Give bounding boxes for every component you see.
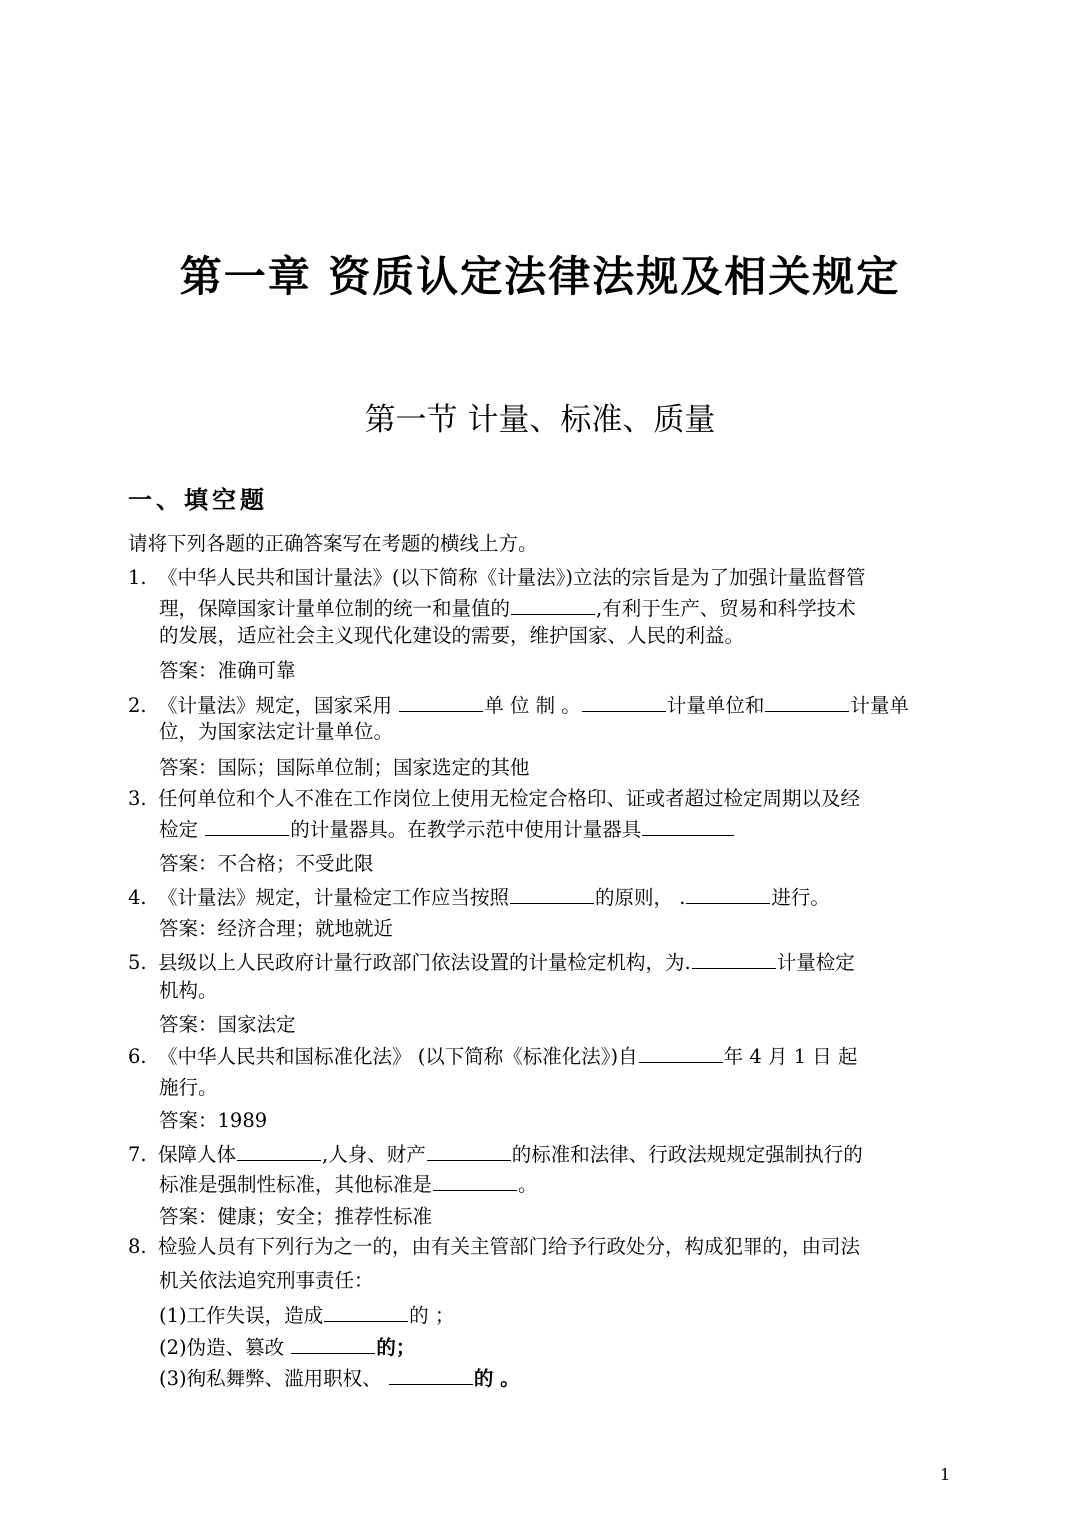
question-1-line-1 (128, 565, 865, 591)
question-text: 县级以上人民政府计量行政部门依法设置的计量检定机构，为. (158, 951, 691, 974)
answer-blank[interactable] (427, 1140, 511, 1161)
question-text: 的原则， . (595, 886, 686, 909)
answer-blank[interactable] (692, 948, 776, 969)
answer-blank[interactable] (686, 883, 770, 904)
answer-blank[interactable] (511, 594, 595, 615)
answer-blank[interactable] (389, 1364, 473, 1385)
question-number: 4. (128, 886, 147, 909)
question-8-item-3 (159, 1364, 520, 1392)
answer-blank[interactable] (639, 1042, 723, 1063)
chapter-title: 第一章 资质认定法律法规及相关规定 (179, 252, 901, 301)
question-number: 6. (128, 1045, 147, 1068)
question-number: 3. (128, 787, 147, 810)
answer-blank[interactable] (765, 691, 849, 712)
question-text: 的 。 (473, 1367, 520, 1390)
question-text: 标准是强制性标准，其他标准是 (159, 1173, 433, 1196)
answer-blank[interactable] (642, 815, 734, 836)
question-6-line-1 (128, 1042, 857, 1070)
question-text: 计量单位和 (666, 694, 765, 717)
answer-blank[interactable] (582, 691, 666, 712)
question-8-item-2 (159, 1333, 415, 1361)
question-text: 《计量法》规定，计量检定工作应当按照 (158, 886, 510, 909)
question-text: 的 ； (409, 1304, 455, 1327)
question-number: 1. (128, 566, 147, 589)
question-7-line-2 (159, 1170, 538, 1198)
answer-blank[interactable] (291, 1333, 375, 1354)
answer-blank[interactable] (205, 815, 289, 836)
question-number: 5. (128, 951, 147, 974)
answer-blank[interactable] (433, 1170, 517, 1191)
question-text: 保障人体 (158, 1143, 237, 1166)
question-text: 任何单位和个人不准在工作岗位上使用无检定合格印、证或者超过检定周期以及经 (158, 787, 861, 810)
question-8-line-2: 机关依法追究刑事责任： (159, 1269, 374, 1292)
question-1-answer: 答案：准确可靠 (159, 659, 296, 682)
question-2-answer: 答案：国际；国际单位制；国家选定的其他 (159, 756, 530, 779)
question-text: 单 位 制 。 (484, 694, 581, 717)
question-6-line-2: 施行。 (159, 1076, 218, 1099)
question-number: 7. (128, 1143, 147, 1166)
question-text: 理，保障国家计量单位制的统一和量值的 (159, 597, 511, 620)
question-text: ,人身、财产 (322, 1143, 426, 1166)
question-text: 检验人员有下列行为之一的，由有关主管部门给予行政处分，构成犯罪的，由司法 (158, 1235, 861, 1258)
question-7-line-1 (128, 1140, 863, 1168)
part-title: 一、填空题 (128, 485, 268, 514)
question-text: 的计量器具。在教学示范中使用计量器具 (290, 818, 642, 841)
question-6-answer: 答案：1989 (159, 1109, 268, 1132)
section-title: 第一节 计量、标准、质量 (364, 402, 716, 438)
question-7-answer: 答案：健康；安全；推荐性标准 (159, 1205, 433, 1228)
question-text: (2)伪造、篡改 (159, 1336, 291, 1359)
question-text: 计量检定 (776, 951, 855, 974)
question-text: 。 (518, 1173, 538, 1196)
question-5-answer: 答案：国家法定 (159, 1013, 296, 1036)
question-2-line-2: 位，为国家法定计量单位。 (159, 720, 394, 743)
question-text: 《中华人民共和国标准化法》 (以下简称《标准化法》)自 (158, 1045, 638, 1068)
answer-blank[interactable] (324, 1301, 408, 1322)
question-text: (3)徇私舞弊、滥用职权、 (159, 1367, 388, 1390)
question-number: 8. (128, 1235, 147, 1258)
question-text: 《计量法》规定，国家采用 (158, 694, 399, 717)
question-4-line-1 (128, 883, 830, 911)
question-3-line-1 (128, 786, 860, 812)
question-5-line-2: 机构。 (159, 979, 218, 1002)
instruction: 请将下列各题的正确答案写在考题的横线上方。 (128, 532, 538, 555)
question-text: 进行。 (771, 886, 830, 909)
answer-blank[interactable] (399, 691, 483, 712)
question-4-answer: 答案：经济合理；就地就近 (159, 917, 394, 940)
question-number: 2. (128, 694, 147, 717)
question-text: 《中华人民共和国计量法》(以下简称《计量法》)立法的宗旨是为了加强计量监督管 (158, 566, 866, 589)
question-5-line-1 (128, 948, 855, 976)
question-text: 的； (376, 1336, 416, 1359)
question-3-line-2 (159, 815, 735, 843)
question-text: 计量单 (850, 694, 909, 717)
question-text: 检定 (159, 818, 205, 841)
answer-blank[interactable] (237, 1140, 321, 1161)
question-2-line-1 (128, 691, 909, 719)
question-text: (1)工作失误，造成 (159, 1304, 324, 1327)
question-text: 年 4 月 1 日 起 (723, 1045, 858, 1068)
question-text: 的标准和法律、行政法规规定强制执行的 (511, 1143, 863, 1166)
answer-blank[interactable] (510, 883, 594, 904)
question-1-line-2 (159, 594, 856, 622)
question-8-line-1 (128, 1234, 860, 1260)
question-8-item-1 (159, 1301, 454, 1329)
page-number: 1 (940, 1465, 951, 1484)
question-1-line-3: 的发展，适应社会主义现代化建设的需要，维护国家、人民的利益。 (159, 624, 745, 647)
question-text: ,有利于生产、贸易和科学技术 (596, 597, 856, 620)
question-3-answer: 答案：不合格；不受此限 (159, 852, 374, 875)
